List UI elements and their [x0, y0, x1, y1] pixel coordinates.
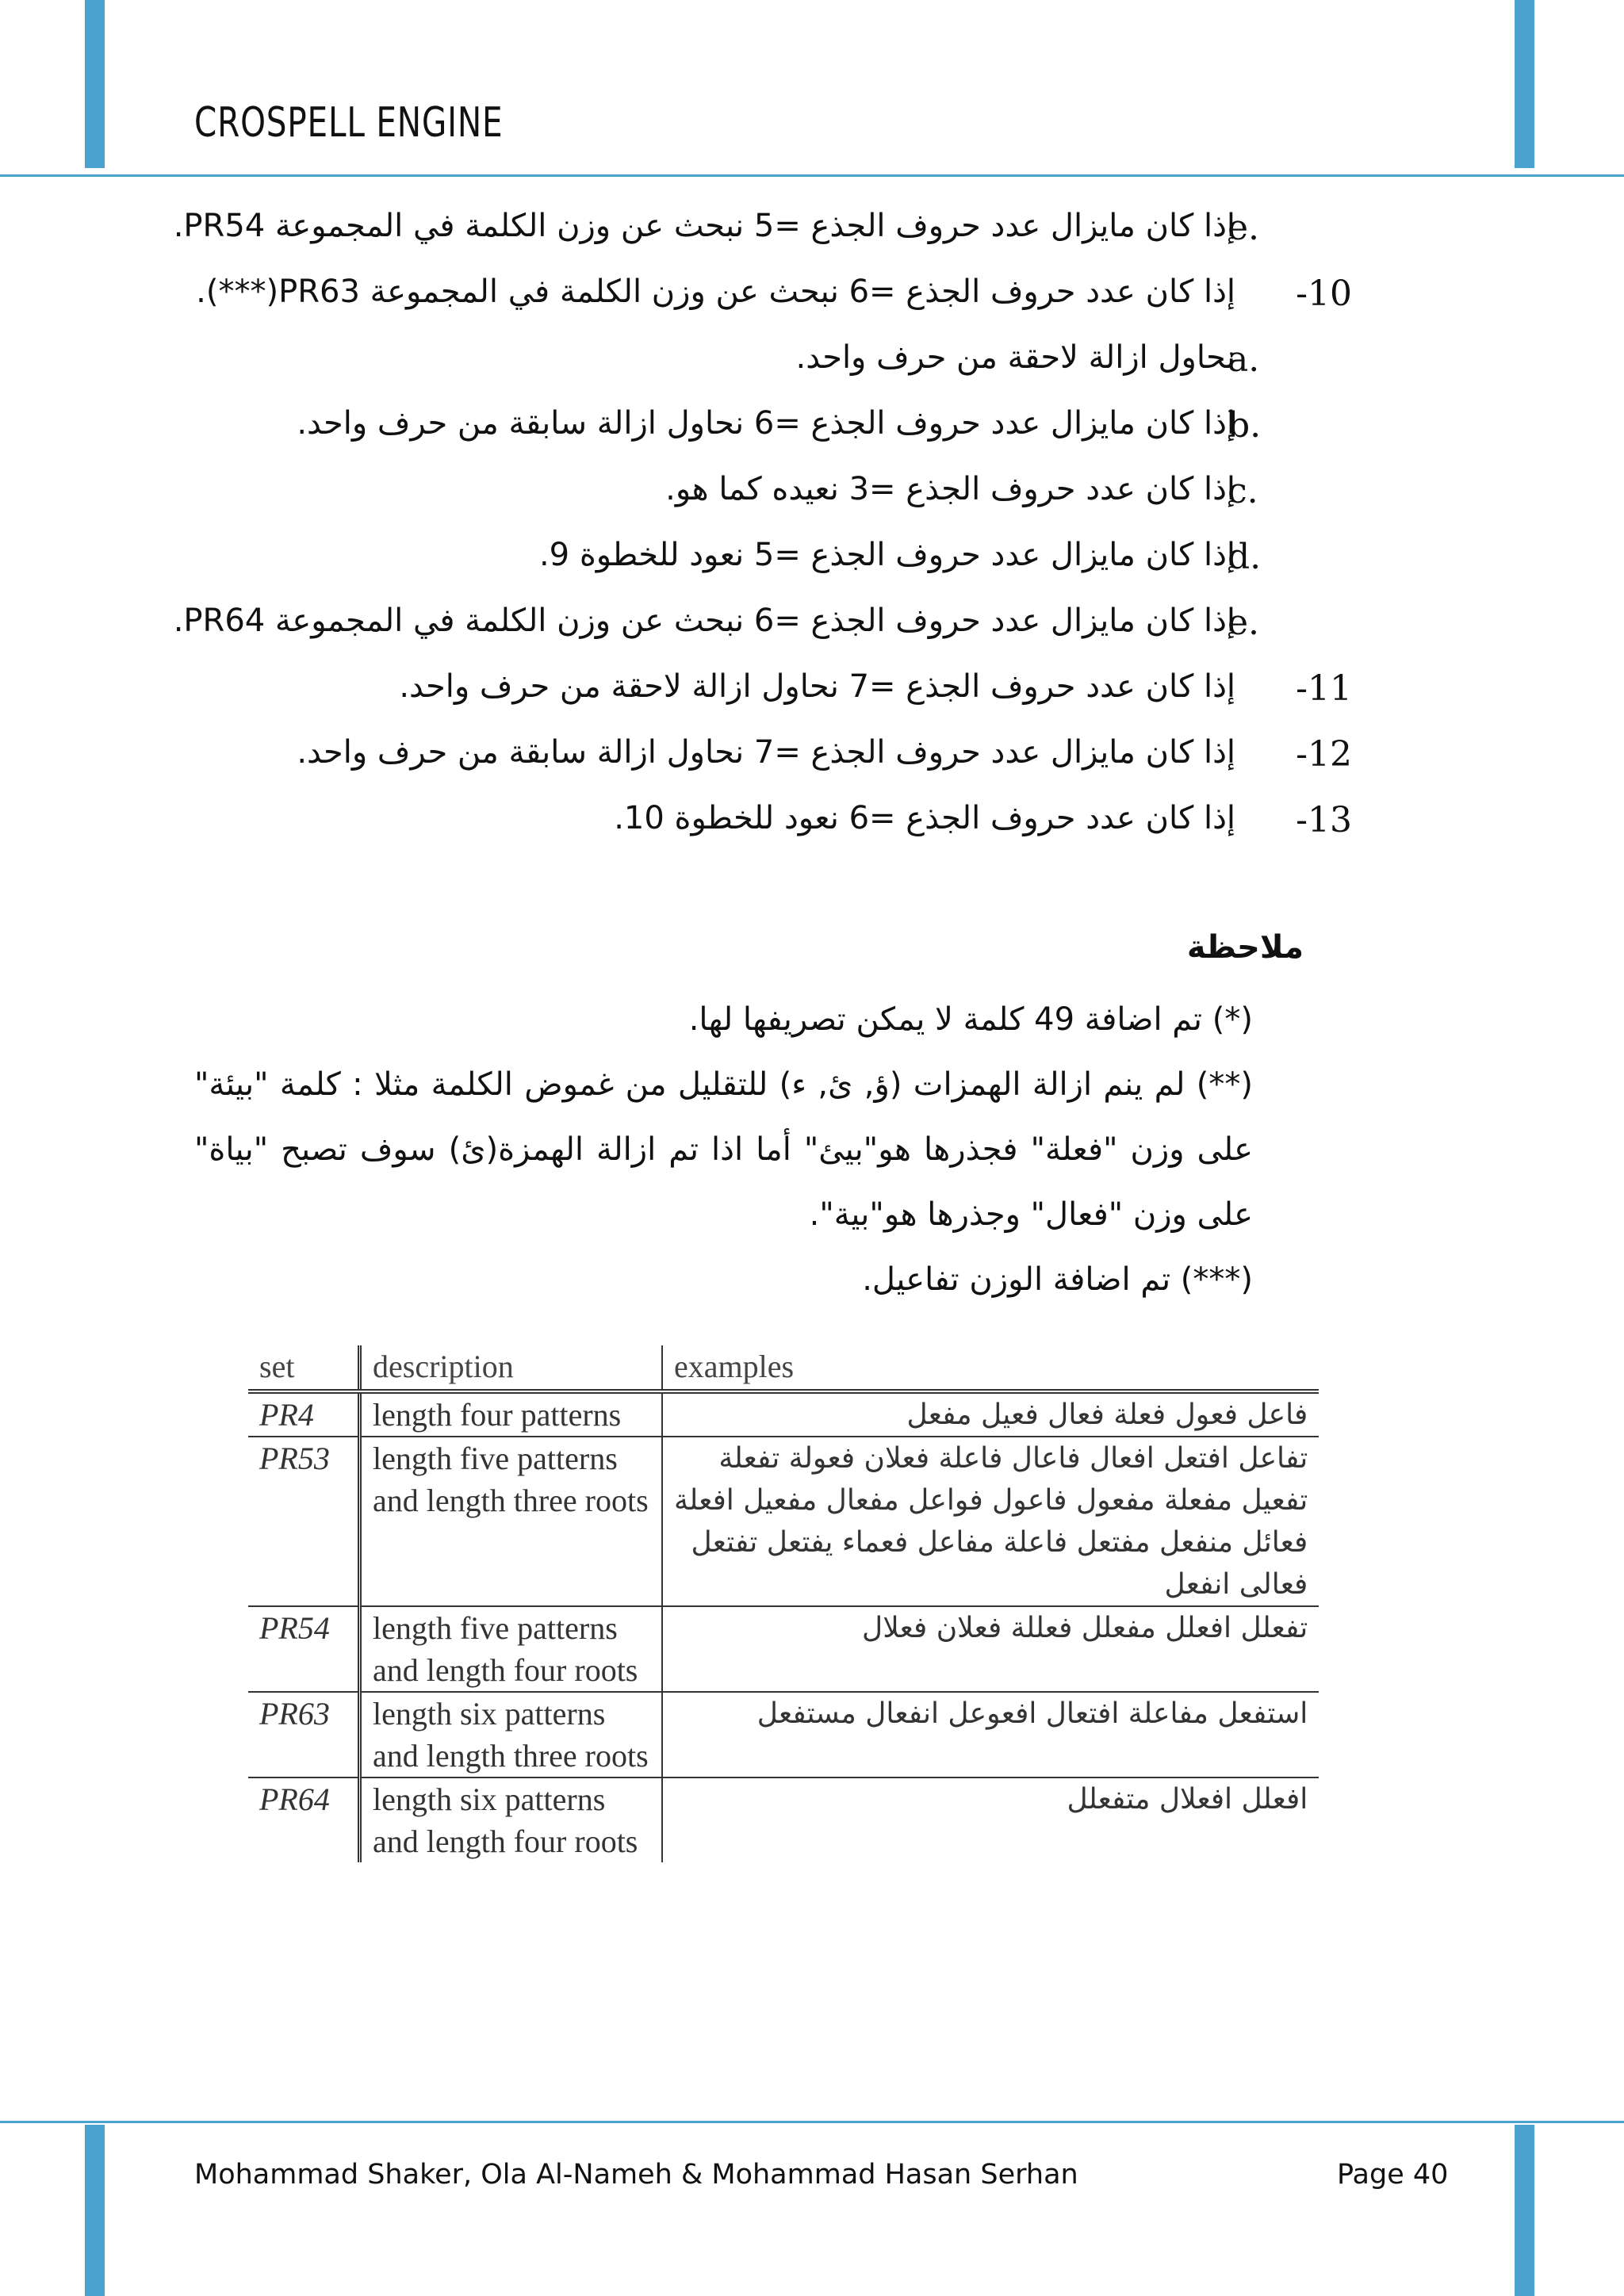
examples-cell [662, 1437, 1319, 1606]
description-cell [360, 1437, 663, 1606]
examples-line: فعائل منفعل مفتعل فاعلة مفاعل فعماء يفتعل تفتعل [691, 1526, 1308, 1559]
description-cell [360, 1777, 663, 1862]
rule-text: إذا كان مايزال عدد حروف الجذع =5 نعود للخطوة 9. [538, 537, 1235, 573]
examples-line: فاعل فعول فعلة فعال فعيل مفعل [906, 1399, 1308, 1431]
rule-text: إذا كان عدد حروف الجذع =7 نحاول ازالة لاحقة من حرف واحد. [399, 668, 1235, 705]
column-header-description: description [360, 1345, 663, 1391]
footer-authors: Mohammad Shaker, Ola Al-Nameh & Mohammad Hasan Serhan [194, 2159, 1078, 2191]
examples-cell [662, 1391, 1319, 1437]
rule-text: إذا كان عدد حروف الجذع =6 نبحث عن وزن الكلمة في المجموعة PR63(***). [196, 274, 1235, 310]
rule-item [0, 603, 1624, 650]
description-cell [360, 1606, 663, 1692]
rule-marker: a. [1228, 339, 1260, 380]
rule-item [0, 668, 1624, 716]
rule-marker: -13 [1296, 800, 1352, 840]
rule-text: إذا كان عدد حروف الجذع =6 نعود للخطوة 10. [614, 800, 1235, 836]
table-row [248, 1692, 1319, 1777]
examples-line: استفعل مفاعلة افتعال افعوعل انفعال مستفعل [756, 1697, 1308, 1730]
table-row [248, 1606, 1319, 1692]
rule-item [0, 471, 1624, 519]
examples-cell [662, 1692, 1319, 1777]
set-cell: PR64 [248, 1777, 360, 1862]
examples-line: تفعلل افعلل مفعلل فعللة فعلان فعلال [862, 1612, 1308, 1644]
description-line: length six patterns [373, 1781, 606, 1817]
description-line: and length four roots [373, 1652, 638, 1688]
patterns-table [248, 1345, 1319, 1862]
top-right-accent-bar [1515, 0, 1534, 168]
rule-item [0, 537, 1624, 584]
table-header-row [248, 1345, 1319, 1391]
rule-marker: d. [1228, 537, 1262, 577]
table-row [248, 1777, 1319, 1862]
note-item: (***) تم اضافة الوزن تفاعيل. [862, 1261, 1253, 1298]
rule-marker: c. [1228, 471, 1258, 511]
table-row [248, 1391, 1319, 1437]
rule-item [0, 800, 1624, 848]
description-cell [360, 1391, 663, 1437]
rule-text: نحاول ازالة لاحقة من حرف واحد. [795, 339, 1235, 376]
description-cell [360, 1692, 663, 1777]
rule-marker: b. [1228, 405, 1262, 446]
page-number: Page 40 [1337, 2159, 1449, 2191]
rule-item [0, 405, 1624, 453]
rule-item [0, 274, 1624, 321]
rule-marker: e. [1228, 208, 1260, 248]
rule-text: إذا كان مايزال عدد حروف الجذع =7 نحاول ازالة سابقة من حرف واحد. [297, 734, 1235, 771]
header-title: CROSPELL ENGINE [194, 99, 504, 147]
header-rule [0, 174, 1624, 177]
bottom-right-accent-bar [1515, 2125, 1534, 2296]
set-cell: PR53 [248, 1437, 360, 1606]
rule-marker: -12 [1296, 734, 1352, 775]
description-line: length five patterns [373, 1441, 618, 1476]
rule-item [0, 208, 1624, 255]
note-item: (**) لم ينم ازالة الهمزات (ؤ, ئ, ء) للتقليل من غموض الكلمة مثلا : كلمة "بيئة" على وزن "فعلة" فجذرها هو"بيئ" أما اذا تم ازالة الهمزة(ئ) سوف تصبح "بياة" على وزن "فعال" وجذرها هو"بية". [194, 1066, 1253, 1233]
rule-text: إذا كان مايزال عدد حروف الجذع =6 نحاول ازالة سابقة من حرف واحد. [297, 405, 1235, 442]
table-row [248, 1437, 1319, 1606]
description-line: length six patterns [373, 1696, 606, 1732]
description-line: and length four roots [373, 1823, 638, 1859]
rule-item [0, 339, 1624, 387]
examples-line: افعلل افعلال متفعلل [1067, 1783, 1308, 1816]
description-line: length five patterns [373, 1610, 618, 1646]
examples-cell [662, 1606, 1319, 1692]
set-cell: PR63 [248, 1692, 360, 1777]
bottom-left-accent-bar [85, 2125, 105, 2296]
examples-cell [662, 1777, 1319, 1862]
set-cell: PR4 [248, 1391, 360, 1437]
column-header-examples: examples [662, 1345, 1319, 1391]
examples-line: فعالى انفعل [1164, 1568, 1308, 1601]
rule-text: إذا كان عدد حروف الجذع =3 نعيده كما هو. [665, 471, 1235, 507]
rule-marker: -10 [1296, 274, 1352, 314]
set-cell: PR54 [248, 1606, 360, 1692]
footer-rule [0, 2121, 1624, 2123]
description-line: length four patterns [373, 1397, 622, 1433]
column-header-set: set [248, 1345, 360, 1391]
rule-text: إذا كان مايزال عدد حروف الجذع =5 نبحث عن وزن الكلمة في المجموعة PR54. [173, 208, 1235, 244]
rule-marker: e. [1228, 603, 1260, 643]
description-line: and length three roots [373, 1483, 649, 1518]
rule-marker: -11 [1296, 668, 1352, 709]
description-line: and length three roots [373, 1738, 649, 1774]
note-heading: ملاحظة [1186, 929, 1304, 966]
rule-text: إذا كان مايزال عدد حروف الجذع =6 نبحث عن وزن الكلمة في المجموعة PR64. [173, 603, 1235, 639]
top-left-accent-bar [85, 0, 105, 168]
examples-line: تفاعل افتعل افعال فاعال فاعلة فعلان فعولة تفعلة [718, 1442, 1308, 1475]
examples-line: تفعيل مفعلة مفعول فاعول فواعل مفعال مفعيل افعلة [674, 1484, 1308, 1517]
rule-item [0, 734, 1624, 782]
note-item: (*) تم اضافة 49 كلمة لا يمكن تصريفها لها. [688, 1001, 1253, 1038]
